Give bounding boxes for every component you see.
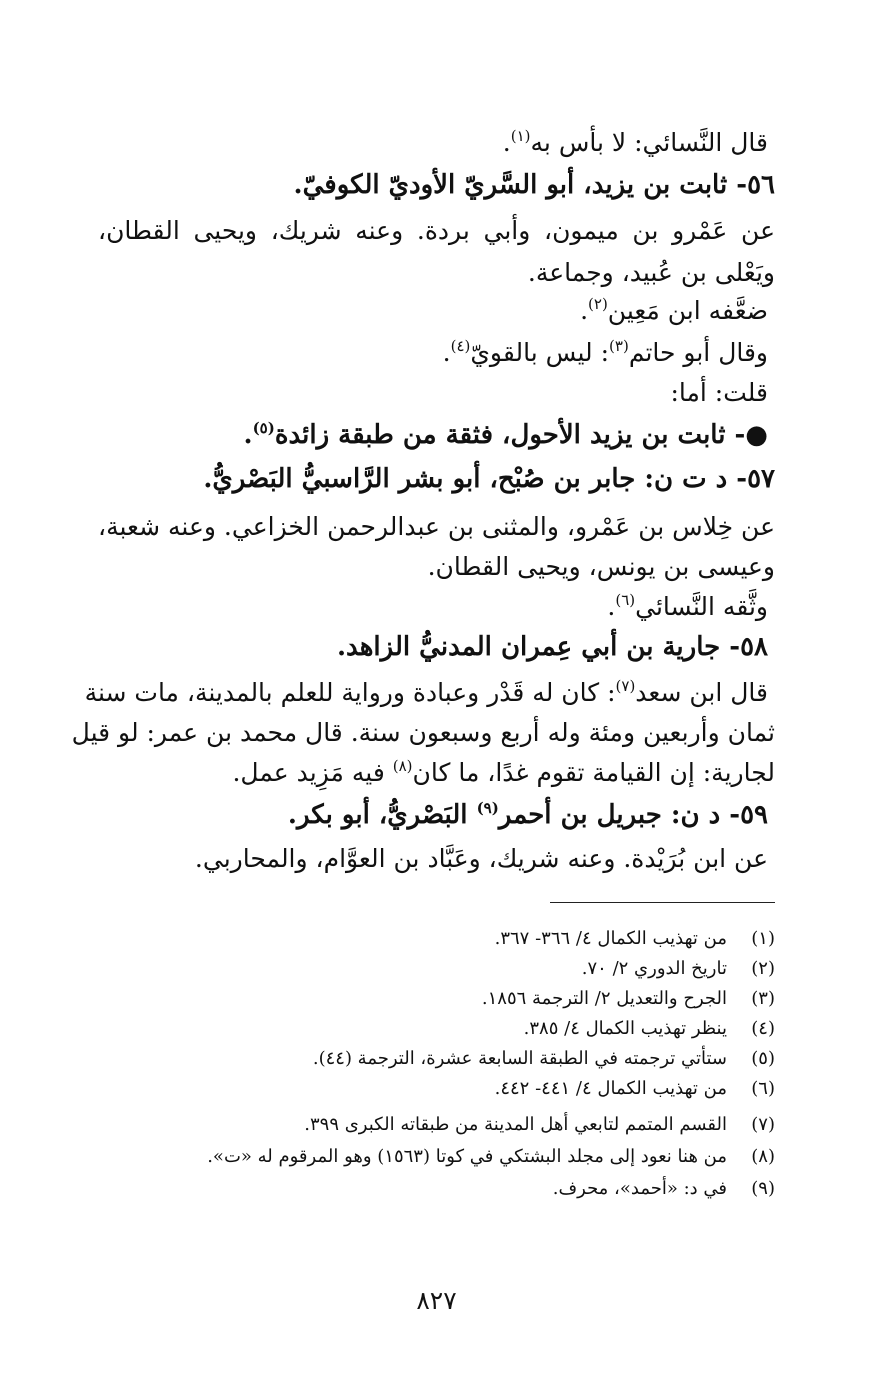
entry-56-heading: ٥٦- ثابت بن يزيد، أبو السَّريّ الأوديّ الكوفيّ. <box>293 170 775 200</box>
footnote-ref-6: (٦) <box>615 591 636 609</box>
text-line-6: وقال أبو حاتم$^{(٣)}$: ليس بالقويّ$^{(٤)}$. <box>442 337 768 367</box>
text-line-3: عن عَمْرو بن ميمون، وأبي بردة. وعنه شريك، ويحيى القطان، <box>98 216 775 245</box>
entry-59-heading: ٥٩- د ن: جبريل بن أحمر$^{(٩)}$ البَصْريُّ، أبو بكر. <box>287 799 768 830</box>
text-line-4: ويَعْلى بن عُبيد، وجماعة. <box>527 258 775 287</box>
footnote-ref-8: (٨) <box>392 757 413 775</box>
footnote-1: (١)من تهذيب الكمال ٤/ ٣٦٦- ٣٦٧. <box>494 928 775 949</box>
footnote-6: (٦)من تهذيب الكمال ٤/ ٤٤١- ٤٤٢. <box>494 1078 775 1099</box>
footnote-ref-9: (٩) <box>476 799 499 817</box>
footnote-3: (٣)الجرح والتعديل ٢/ الترجمة ١٨٥٦. <box>481 988 775 1009</box>
text-line-18: عن ابن بُرَيْدة. وعنه شريك، وعَبَّاد بن العوَّام، والمحاربي. <box>194 844 768 873</box>
text-line-15: ثمان وأربعين ومئة وله أربع وسبعون سنة. قال محمد بن عمر: لو قيل <box>71 718 775 747</box>
text-line-7: قلت: أما: <box>670 378 768 407</box>
text-line-10: عن خِلاس بن عَمْرو، والمثنى بن عبدالرحمن الخزاعي. وعنه شعبة، <box>98 512 775 541</box>
text-line-1: قال النَّسائي: لا بأس به$^{(١)}$. <box>502 127 768 157</box>
text-line-11: وعيسى بن يونس، ويحيى القطان. <box>427 552 775 581</box>
text-line-16: لجارية: إن القيامة تقوم غدًا، ما كان$^{(٨)}$ فيه مَزِيد عمل. <box>232 757 775 787</box>
footnote-ref-3: (٣) <box>609 337 629 355</box>
footnote-ref-2: (٢) <box>588 295 608 313</box>
text-line-14: قال ابن سعد$^{(٧)}$: كان له قَدْر وعبادة ورواية للعلم بالمدينة، مات سنة <box>84 677 768 707</box>
footnote-8: (٨)من هنا نعود إلى مجلد البشتكي في كوتا (١٥٦٣) وهو المرقوم له «ت». <box>207 1146 775 1167</box>
footnote-2: (٢)تاريخ الدوري ٢/ ٧٠. <box>581 958 775 979</box>
page-number: ٨٢٧ <box>416 1286 457 1315</box>
entry-58-heading: ٥٨- جارية بن أبي عِمران المدنيُّ الزاهد. <box>337 632 768 662</box>
footnote-ref-4: (٤) <box>450 337 471 355</box>
footnote-5: (٥)ستأتي ترجمته في الطبقة السابعة عشرة، الترجمة (٤٤). <box>312 1048 775 1069</box>
note-thabit-al-ahwal: ●- ثابت بن يزيد الأحول، فثقة من طبقة زائدة$^{(٥)}$. <box>243 419 768 450</box>
text-line-5: ضعَّفه ابن مَعِين$^{(٢)}$. <box>580 295 768 325</box>
text-line-12: وثَّقه النَّسائي$^{(٦)}$. <box>607 591 768 621</box>
footnote-ref-5: (٥) <box>252 419 275 437</box>
footnote-9: (٩)في د: «أحمد»، محرف. <box>552 1178 775 1199</box>
footnote-ref-1: (١) <box>510 127 531 145</box>
footnote-4: (٤)ينظر تهذيب الكمال ٤/ ٣٨٥. <box>523 1018 775 1039</box>
entry-57-heading: ٥٧- د ت ن: جابر بن صُبْح، أبو بشر الرَّاسبيُّ البَصْريُّ. <box>203 464 775 494</box>
footnote-separator <box>550 902 775 903</box>
footnote-ref-7: (٧) <box>615 677 636 695</box>
footnote-7: (٧)القسم المتمم لتابعي أهل المدينة من طبقاته الكبرى ٣٩٩. <box>304 1114 775 1135</box>
